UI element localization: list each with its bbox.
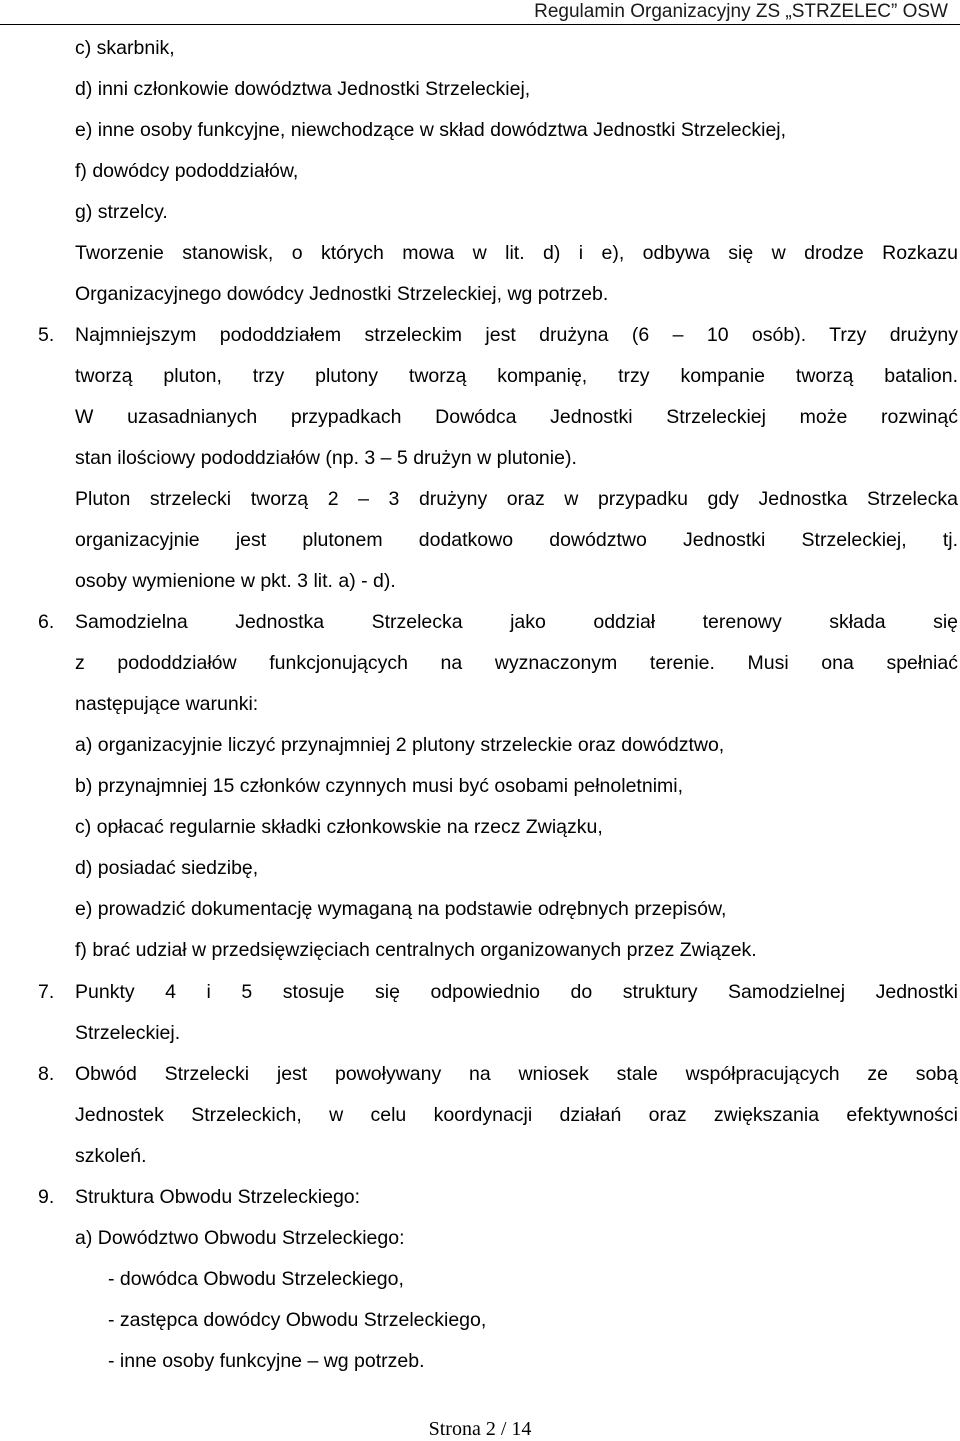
text-line: szkoleń.	[75, 1145, 147, 1167]
text-line: d) posiadać siedzibę,	[75, 857, 259, 879]
text-line: Samodzielna Jednostka Strzelecka jako oddział terenowy składa się	[75, 611, 958, 633]
text-line: f) brać udział w przedsięwzięciach centralnych organizowanych przez Związek.	[75, 939, 757, 961]
text-line: b) przynajmniej 15 członków czynnych musi być osobami pełnoletnimi,	[75, 775, 684, 797]
text-line: a) Dowództwo Obwodu Strzeleckiego:	[75, 1227, 405, 1249]
text-line: - inne osoby funkcyjne – wg potrzeb.	[108, 1350, 425, 1372]
text-line: e) prowadzić dokumentację wymaganą na podstawie odrębnych przepisów,	[75, 898, 727, 920]
text-line: tworzą pluton, trzy plutony tworzą kompanię, trzy kompanie tworzą batalion.	[75, 365, 958, 387]
text-line: Pluton strzelecki tworzą 2 – 3 drużyny oraz w przypadku gdy Jednostka Strzelecka	[75, 488, 958, 510]
text-line: Tworzenie stanowisk, o których mowa w lit. d) i e), odbywa się w drodze Rozkazu	[75, 242, 958, 264]
list-number: 9.	[38, 1186, 55, 1208]
text-line: W uzasadnianych przypadkach Dowódca Jednostki Strzeleckiej może rozwinąć	[75, 406, 958, 428]
text-line: Struktura Obwodu Strzeleckiego:	[75, 1186, 361, 1208]
text-line: c) opłacać regularnie składki członkowskie na rzecz Związku,	[75, 816, 603, 838]
list-number: 7.	[38, 981, 55, 1003]
document-title: Regulamin Organizacyjny ZS „STRZELEC” OSW	[534, 1, 948, 22]
list-number: 8.	[38, 1063, 55, 1085]
text-line: Najmniejszym pododdziałem strzeleckim jest drużyna (6 – 10 osób). Trzy drużyny	[75, 324, 958, 346]
text-line: organizacyjnie jest plutonem dodatkowo dowództwo Jednostki Strzeleckiej, tj.	[75, 529, 958, 551]
text-line: Organizacyjnego dowódcy Jednostki Strzeleckiej, wg potrzeb.	[75, 283, 609, 305]
text-line: następujące warunki:	[75, 693, 259, 715]
text-line: - dowódca Obwodu Strzeleckiego,	[108, 1268, 404, 1290]
text-line: stan ilościowy pododdziałów (np. 3 – 5 drużyn w plutonie).	[75, 447, 577, 469]
list-number: 6.	[38, 611, 55, 633]
text-line: Obwód Strzelecki jest powoływany na wniosek stale współpracujących ze sobą	[75, 1063, 958, 1085]
text-line: c) skarbnik,	[75, 37, 175, 59]
text-line: Punkty 4 i 5 stosuje się odpowiednio do struktury Samodzielnej Jednostki	[75, 981, 958, 1003]
page-header	[0, 0, 960, 25]
text-line: d) inni członkowie dowództwa Jednostki Strzeleckiej,	[75, 78, 531, 100]
text-line: Jednostek Strzeleckich, w celu koordynacji działań oraz zwiększania efektywności	[75, 1104, 958, 1126]
text-line: f) dowódcy pododdziałów,	[75, 160, 299, 182]
text-line: g) strzelcy.	[75, 201, 168, 223]
text-line: z pododdziałów funkcjonujących na wyznaczonym terenie. Musi ona spełniać	[75, 652, 958, 674]
page-number: Strona 2 / 14	[428, 1418, 532, 1440]
text-line: osoby wymienione w pkt. 3 lit. a) - d).	[75, 570, 396, 592]
text-line: e) inne osoby funkcyjne, niewchodzące w skład dowództwa Jednostki Strzeleckiej,	[75, 119, 787, 141]
text-line: - zastępca dowódcy Obwodu Strzeleckiego,	[108, 1309, 487, 1331]
text-line: Strzeleckiej.	[75, 1022, 181, 1044]
list-number: 5.	[38, 324, 55, 346]
text-line: a) organizacyjnie liczyć przynajmniej 2 plutony strzeleckie oraz dowództwo,	[75, 734, 725, 756]
